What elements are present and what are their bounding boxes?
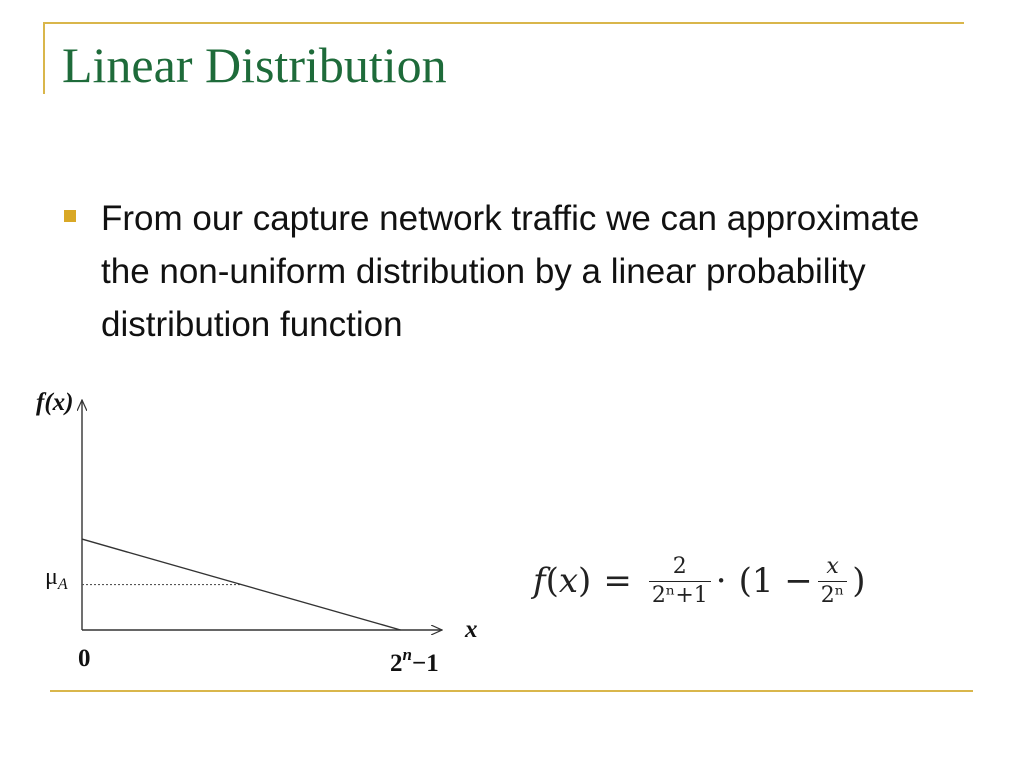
fraction-2-denominator: 2ⁿ xyxy=(818,581,848,607)
formula-f: f xyxy=(533,561,546,601)
pdf-formula xyxy=(533,546,866,616)
fraction-1-numerator: 2 xyxy=(672,554,687,580)
formula-dot: · xyxy=(715,561,727,601)
formula-x: x xyxy=(558,561,579,601)
fraction-2-numerator: x xyxy=(826,554,839,580)
bottom-rule xyxy=(50,690,973,692)
formula-close-paren: ) xyxy=(578,561,592,601)
fraction-1-denominator: 2ⁿ+1 xyxy=(649,581,711,607)
x-axis-label: x xyxy=(465,616,478,643)
distribution-line xyxy=(82,539,401,630)
bullet-text: From our capture network traffic we can approximate the non-uniform distribution by a linear probability distribution function xyxy=(101,199,920,344)
mu-a-label: $\mu_A$ xyxy=(45,564,68,593)
formula-open-paren: ( xyxy=(545,561,559,601)
formula-fraction-2 xyxy=(818,555,848,606)
formula-paren-close: ) xyxy=(852,561,866,601)
formula-fraction-1 xyxy=(649,555,711,606)
slide-title: Linear Distribution xyxy=(62,37,447,93)
x-tick-label-start: 0 xyxy=(78,645,91,672)
y-axis-label: f(x) xyxy=(36,389,74,416)
formula-equals: = xyxy=(603,561,632,601)
x-tick-label-end: $2^n-1$ xyxy=(390,645,439,677)
formula-paren-open: (1 − xyxy=(738,561,813,601)
